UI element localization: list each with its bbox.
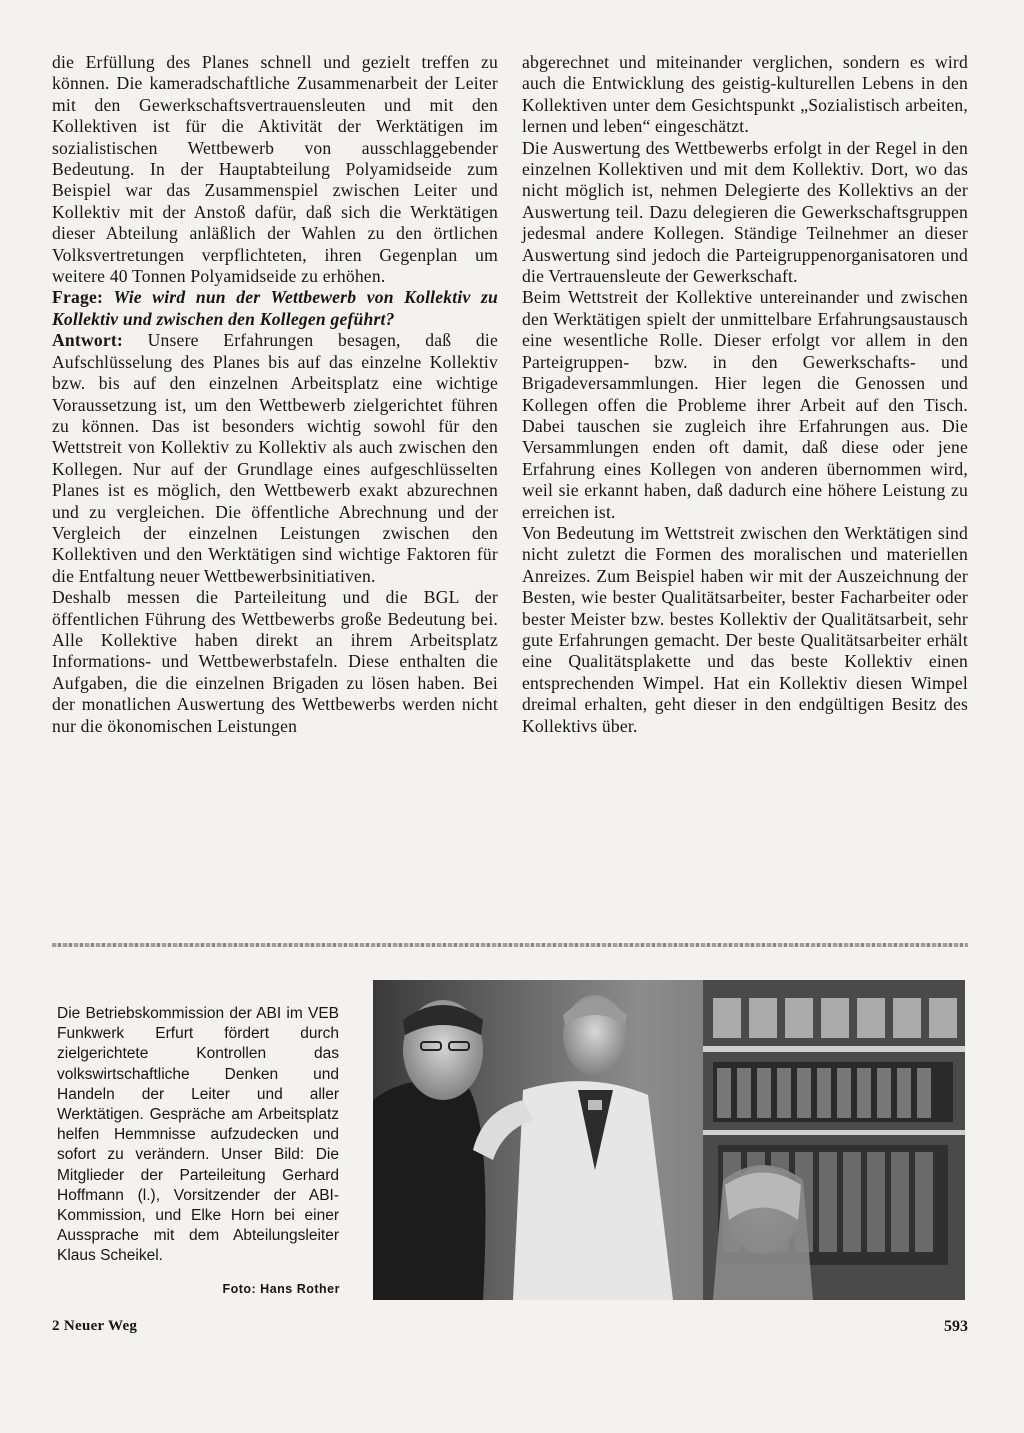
paragraph: Deshalb messen die Parteileitung und die BGL der öffentlichen Führung des Wettbewerbs große Bedeutung bei. Alle Kollektive haben direkt an ihrem Arbeitsplatz Informations- und Wettbewerbstafeln. Diese enthalten die Aufgaben, die die einzelnen Brigaden zu lösen haben. Bei der monatlichen Auswertung des Wettbewerbs werden nicht nur die ökonomischen Leistungen <box>52 587 498 736</box>
photo-illustration <box>373 980 965 1300</box>
section-divider <box>52 943 968 947</box>
answer-paragraph <box>52 330 498 587</box>
page-number: 593 <box>944 1318 968 1335</box>
question-text: Wie wird nun der Wettbewerb von Kollektiv zu Kollektiv und zwischen den Kollegen geführt? <box>52 287 498 329</box>
answer-label: Antwort: <box>52 330 123 351</box>
question-paragraph <box>52 287 498 330</box>
paragraph: die Erfüllung des Planes schnell und gezielt treffen zu können. Die kameradschaftliche Zusammenarbeit der Leiter mit den Gewerkschaftsvertrauensleuten und mit den Kollektiven ist für die Aktivität der Werktätigen im sozialistischen Wettbewerb von ausschlaggebender Bedeutung. In der Hauptabteilung Polyamidseide zum Beispiel war das Zusammenspiel zwischen Leiter und Kollektiv mit der Anstoß dafür, daß sich die Werktätigen dieser Abteilung anläßlich der Wahlen zu den örtlichen Volksvertretungen verpflichteten, ihren Gegenplan um weitere 40 Tonnen Polyamidseide zu erhöhen. <box>52 52 498 287</box>
question-label: Frage: <box>52 287 104 308</box>
photo <box>373 980 965 1300</box>
paragraph: Beim Wettstreit der Kollektive untereinander und zwischen den Werktätigen spielt der unmittelbare Erfahrungsaustausch eine wesentliche Rolle. Dieser erfolgt vor allem in den Parteigruppen- bzw. in den Gewerkschafts- und Brigadeversammlungen. Hier legen die Genossen und Kollegen offen die Probleme ihrer Arbeit auf den Tisch. Dabei tauschen sie zugleich ihre Erfahrungen aus. Die Versammlungen enden oft damit, daß diese oder jene Erfahrung eines Kollegen von anderen übernommen wird, weil sie erkannt haben, daß dadurch eine höhere Leistung zu erreichen ist. <box>522 287 968 522</box>
paragraph: abgerechnet und miteinander verglichen, sondern es wird auch die Entwicklung des geistig-kulturellen Lebens in den Kollektiven unter dem Gesichtspunkt „Sozialistisch arbeiten, lernen und leben“ eingeschätzt. <box>522 52 968 137</box>
paragraph: Die Auswertung des Wettbewerbs erfolgt in der Regel in den einzelnen Kollektiven und mit dem Kollektiv. Dort, wo das nicht möglich ist, nehmen Delegierte des Kollektivs an der Auswertung teil. Dazu delegieren die Gewerkschaftsgruppen jedesmal andere Kollegen. Ständige Teilnehmer an dieser Auswertung sind jedoch die Parteigruppenorganisatoren und die Vertrauensleute der Gewerkschaft. <box>522 137 968 287</box>
article-column-right <box>522 52 968 737</box>
photo-credit: Foto: Hans Rother <box>222 1282 340 1296</box>
answer-text: Unsere Erfahrungen besagen, daß die Aufschlüsselung des Planes bis auf das einzelne Kollektiv bzw. bis auf den einzelnen Arbeitsplatz eine wichtige Voraussetzung ist, um den Wettbewerb zielgerichtet führen zu können. Das ist besonders wichtig sowohl für den Wettstreit von Kollektiv zu Kollektiv als auch zwischen den Kollegen. Nur auf der Grundlage eines aufgeschlüsselten Planes ist es möglich, den Wettbewerb exakt abzurechnen und zu vergleichen. Die öffentliche Abrechnung und der Vergleich der einzelnen Leistungen zwischen den Kollektiven und den Werktätigen sind wichtige Faktoren für die Entfaltung neuer Wettbewerbsinitiativen. <box>52 330 498 586</box>
paragraph: Von Bedeutung im Wettstreit zwischen den Werktätigen sind nicht zuletzt die Formen des moralischen und materiellen Anreizes. Zum Beispiel haben wir mit der Auszeichnung der Besten, wie bester Qualitätsarbeiter, bester Facharbeiter oder bester Meister bzw. bestes Kollektiv der Qualitätsarbeit, sehr gute Erfahrungen gemacht. Der beste Qualitätsarbeiter erhält eine Qualitätsplakette und das beste Kollektiv einen entsprechenden Wimpel. Hat ein Kollektiv diesen Wimpel dreimal erhalten, geht dieser in den endgültigen Besitz des Kollektivs über. <box>522 522 968 736</box>
article-column-left <box>52 52 498 737</box>
footer-publication: 2 Neuer Weg <box>52 1318 138 1334</box>
photo-caption: Die Betriebskommission der ABI im VEB Funkwerk Erfurt fördert durch zielgerichtete Kontrollen das volkswirtschaftliche Denken und Handeln der Leiter und aller Werktätigen. Gespräche am Arbeitsplatz helfen Hemmnisse aufzudecken und sofort zu verändern. Unser Bild: Die Mitglieder der Parteileitung Gerhard Hoffmann (l.), Vorsitzender der ABI-Kommission, und Elke Horn bei einer Aussprache mit dem Abteilungsleiter Klaus Scheikel. <box>57 1005 339 1265</box>
